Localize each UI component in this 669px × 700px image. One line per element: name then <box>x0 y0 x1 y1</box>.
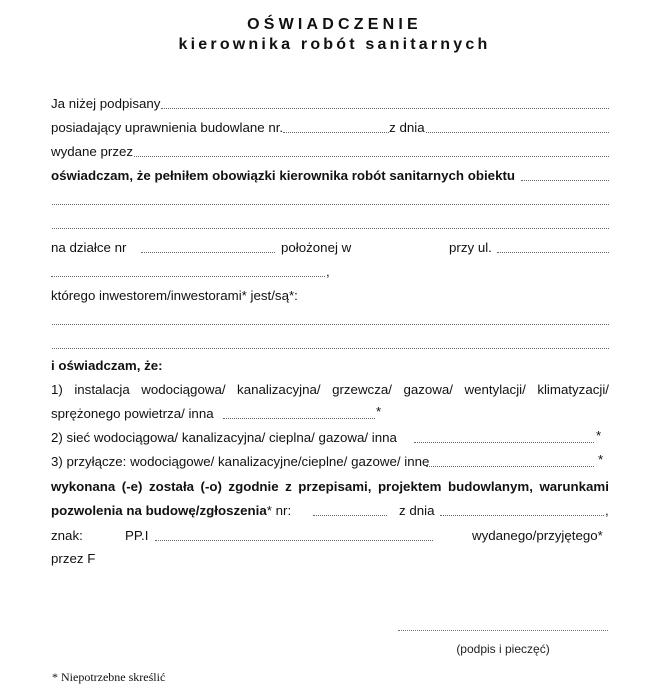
license-date-label: z dnia <box>389 120 425 135</box>
executed-according-line <box>51 477 609 497</box>
footnote: * Niepotrzebne skreślić <box>52 670 166 684</box>
item-3-other-field[interactable] <box>426 466 594 467</box>
item-1-other-field[interactable] <box>223 418 375 419</box>
word: wykonana <box>51 479 116 494</box>
permit-number-field[interactable] <box>313 515 387 516</box>
word: (-e) <box>121 479 143 494</box>
reference-field[interactable] <box>155 540 433 541</box>
reference-line <box>51 526 609 546</box>
item-2-text: 2) sieć wodociągowa/ kanalizacyjna/ cieplna/ gazowa/ inna <box>51 430 397 445</box>
item-1-continuation-line <box>51 404 609 424</box>
word: zgodnie <box>228 479 279 494</box>
item-2-line <box>51 428 609 448</box>
street-label: przy ul. <box>449 240 492 255</box>
license-date-field[interactable] <box>426 131 609 133</box>
item-1-option-sewage: kanalizacyjna/ <box>237 382 321 397</box>
location-continuation-line <box>51 262 609 282</box>
object-field-continued-1[interactable] <box>52 203 609 205</box>
item-2-other-field[interactable] <box>414 442 594 443</box>
object-continuation-line-2 <box>51 214 609 234</box>
permit-asterisk: * <box>266 503 272 518</box>
item-3-asterisk: * <box>598 452 604 467</box>
plot-number-label: na działce nr <box>51 240 127 255</box>
word: z <box>285 479 292 494</box>
document-subtitle: kierownika robót sanitarnych <box>178 36 491 53</box>
investor-line-1 <box>51 310 609 330</box>
comma: , <box>605 503 609 518</box>
declaration-statement: oświadczam, że pełniłem obowiązki kierownika robót sanitarnych obiektu <box>51 168 516 183</box>
signature-field[interactable] <box>398 630 608 631</box>
item-1-continuation: sprężonego powietrza/ inna <box>51 406 214 421</box>
word: budowlanym, <box>447 479 533 494</box>
item-2-asterisk: * <box>596 428 602 443</box>
signature-label: (podpis i pieczęć) <box>456 642 550 656</box>
word: warunkami <box>539 479 609 494</box>
license-line <box>51 118 609 138</box>
word: (-o) <box>200 479 222 494</box>
and-declare-line <box>51 356 609 376</box>
item-3-text: 3) przyłącze: wodociągowe/ kanalizacyjne/cieplne/ gazowe/ inne <box>51 454 430 469</box>
issued-by-field[interactable] <box>134 155 609 157</box>
issued-accepted-label: wydanego/przyjętego* <box>472 528 603 543</box>
investor-line-2 <box>51 334 609 354</box>
item-1-option-gas: gazowa/ <box>403 382 453 397</box>
item-1-asterisk: * <box>376 404 382 419</box>
object-continuation-line-1 <box>51 190 609 210</box>
located-in-label: położonej w <box>281 240 352 255</box>
reference-label: znak: <box>51 528 83 543</box>
signer-name-field[interactable] <box>161 107 609 109</box>
item-1-option-ventilation: wentylacji/ <box>464 382 526 397</box>
item-1-word: instalacja <box>74 382 130 397</box>
investor-label: którego inwestorem/inwestorami* jest/są*: <box>51 288 298 303</box>
license-number-label: posiadający uprawnienia budowlane nr. <box>51 120 284 135</box>
permit-number-label: nr: <box>271 503 292 518</box>
location-continuation-field[interactable] <box>51 276 325 277</box>
permit-date-field[interactable] <box>440 515 604 516</box>
object-field[interactable] <box>521 179 609 181</box>
and-declare-heading: i oświadczam, że: <box>51 358 163 373</box>
word: projektem <box>377 479 442 494</box>
signer-name-line <box>51 94 609 114</box>
word: przepisami, <box>298 479 372 494</box>
object-field-continued-2[interactable] <box>52 227 609 229</box>
item-1-option-heating: grzewcza/ <box>332 382 392 397</box>
issuer-label: przez F <box>51 551 96 566</box>
item-1-line <box>51 380 609 400</box>
reference-prefix: PP.I <box>125 528 149 543</box>
license-number-field[interactable] <box>283 131 389 133</box>
comma: , <box>326 264 330 279</box>
street-field[interactable] <box>497 252 609 253</box>
plot-number-field[interactable] <box>141 252 275 253</box>
issued-by-line <box>51 142 609 162</box>
word: została <box>148 479 195 494</box>
investor-field-2[interactable] <box>52 347 609 349</box>
signer-name-label: Ja niżej podpisany <box>51 96 161 111</box>
item-1-option-aircon: klimatyzacji/ <box>537 382 609 397</box>
permit-date-label: z dnia <box>399 503 435 518</box>
declaration-object-line <box>51 166 609 186</box>
investor-field-1[interactable] <box>52 323 609 325</box>
issued-by-label: wydane przez <box>51 144 134 159</box>
investor-label-line <box>51 286 609 306</box>
item-3-line <box>51 452 609 472</box>
document-title: OŚWIADCZENIE <box>247 16 422 33</box>
permit-line <box>51 501 609 521</box>
issuer-line <box>51 549 609 569</box>
item-1-option-water: wodociągowa/ <box>141 382 226 397</box>
permit-label: pozwolenia na budowę/zgłoszenia <box>51 503 267 518</box>
item-1-number: 1) <box>51 382 63 397</box>
plot-location-line <box>51 238 609 258</box>
